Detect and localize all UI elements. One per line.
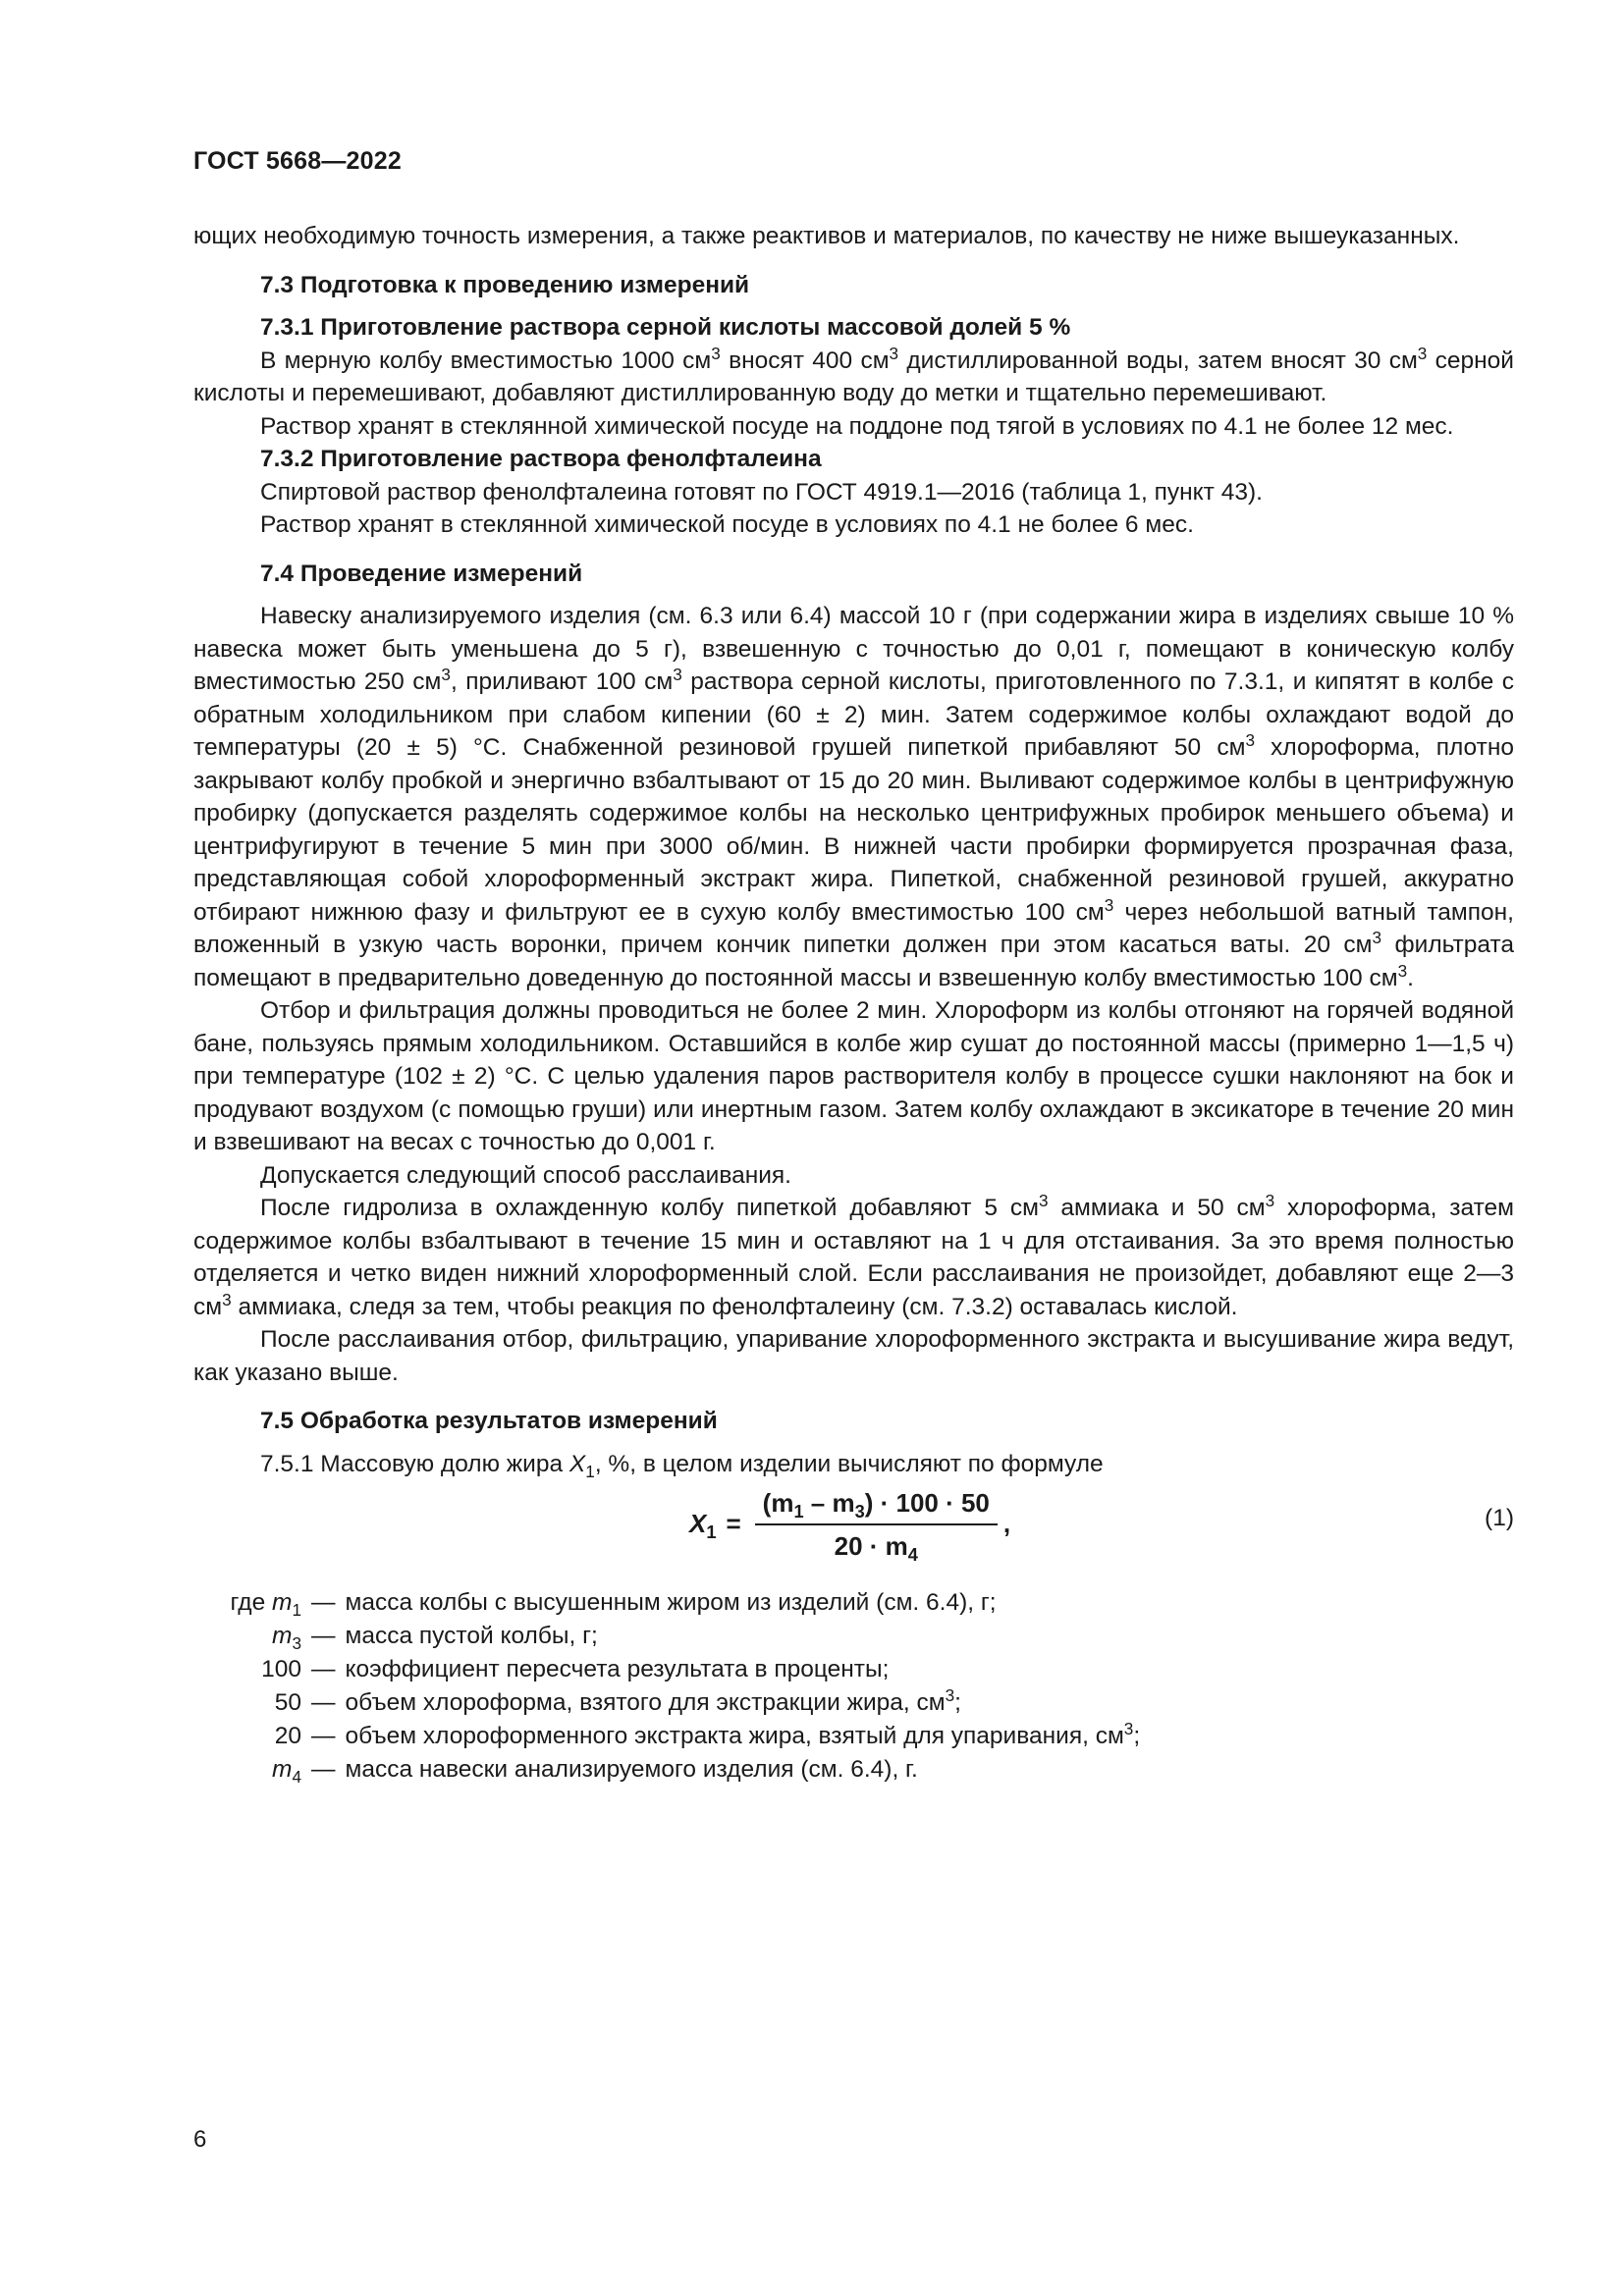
definition-50: 50 — объем хлороформа, взятого для экстракции жира, $см^3$;: [274, 1684, 961, 1716]
section-7-3-heading: 7.3 Подготовка к проведению измерений: [260, 271, 750, 298]
paragraph-7-4-hydrolysis: После гидролиза в охлажденную колбу пипеткой добавляют 5 $см^3$ аммиака и 50 $см^3$ хлороформа, затем содержимое колбы взбалтывают в течение 15 мин и оставляют на 1 ч для отстаивания. За это время полностью отделяется и четко виден нижний хлороформенный слой. Если расслаивания не произойдет, добавляют еще 2—3 $см^3$ аммиака, следя за тем, чтобы реакция по фенолфталеину (см. 7.3.2) оставалась кислой.: [193, 1190, 1515, 1320]
definition-m1: где $m_1$ — масса колбы с высушенным жиром из изделий (см. 6.4), г;: [230, 1589, 997, 1620]
section-7-5-heading: 7.5 Обработка результатов измерений: [260, 1408, 718, 1434]
formula-fraction: [755, 1486, 998, 1566]
formula-definitions: [193, 1586, 1514, 1787]
section-7-3-1-heading: 7.3.1 Приготовление раствора серной кислоты массовой долей 5 %: [260, 314, 1071, 341]
definition-m4: $m_4$ — масса навески анализируемого изделия (см. 6.4), г.: [272, 1756, 918, 1787]
definition-20: 20 — объем хлороформенного экстракта жира, взятый для упаривания, $см^3$;: [274, 1718, 1141, 1749]
definition-m3: $m_3$ — масса пустой колбы, г;: [272, 1623, 598, 1653]
paragraph-7-5-1: 7.5.1 Массовую долю жира $X_1$, %, в целом изделии вычисляют по формуле: [260, 1450, 1104, 1481]
page-number: 6: [193, 2126, 207, 2153]
paragraph-7-4-allowed-method: Допускается следующий способ расслаивания.: [260, 1161, 791, 1189]
formula-1: [193, 1482, 1514, 1575]
intro-paragraph: ющих необходимую точность измерения, а также реактивов и материалов, по качеству не ниже вышеуказанных.: [193, 223, 1460, 249]
paragraph-7-3-1-storage: Раствор хранят в стеклянной химической посуде на поддоне под тягой в условиях по 4.1 не более 12 мес.: [260, 412, 1454, 440]
document-header: ГОСТ 5668—2022: [193, 147, 402, 175]
paragraph-7-4-procedure: Навеску анализируемого изделия (см. 6.3 или 6.4) массой 10 г (при содержании жира в изделиях свыше 10 % навеска может быть уменьшена до 5 г), взвешенную с точностью до 0,01 г, помещают в коническую колбу вместимостью 250 $см^3$, приливают 100 $см^3$ раствора серной кислоты, приготовленного по 7.3.1, и кипятят в колбе с обратным холодильником при слабом кипении (60 ± 2) мин. Затем содержимое колбы охлаждают водой до температуры (20 ± 5) °С. Снабженной резиновой грушей пипеткой прибавляют 50 $см^3$ хлороформа, плотно закрывают колбу пробкой и энергично взбалтывают от 15 до 20 мин. Выливают содержимое колбы в центрифужную пробирку (допускается разделять содержимое колбы на несколько центрифужных пробирок меньшего объема) и центрифугируют в течение 5 мин при 3000 об/мин. В нижней части пробирки формируется прозрачная фаза, представляющая собой хлороформенный экстракт жира. Пипеткой, снабженной резиновой грушей, аккуратно отбирают нижнюю фазу и фильтруют ее в сухую колбу вместимостью 100 $см^3$ через небольшой ватный тампон, вложенный в узкую часть воронки, причем кончик пипетки должен при этом касаться ваты. 20 $см^3$ фильтрата помещают в предварительно доведенную до постоянной массы и взвешенную колбу вместимостью 100 $см^3$.: [193, 603, 1514, 991]
formula-denominator: $20 \cdot m_4$: [834, 1531, 918, 1566]
page-body: [193, 220, 1514, 1787]
paragraph-7-3-2-storage: Раствор хранят в стеклянной химической посуде в условиях по 4.1 не более 6 мес.: [260, 511, 1194, 538]
paragraph-7-3-2-prep: Спиртовой раствор фенолфталеина готовят по ГОСТ 4919.1—2016 (таблица 1, пункт 43).: [260, 478, 1263, 506]
paragraph-7-4-after-separation: После расслаивания отбор, фильтрацию, упаривание хлороформенного экстракта и высушивание жира ведут, как указано выше.: [193, 1326, 1514, 1386]
definition-100: 100 — коэффициент пересчета результата в проценты;: [261, 1656, 890, 1682]
paragraph-7-4-filtration: Отбор и фильтрация должны проводиться не более 2 мин. Хлороформ из колбы отгоняют на горячей водяной бане, пользуясь прямым холодильником. Оставшийся в колбе жир сушат до постоянной массы (примерно 1—1,5 ч) при температуре (102 ± 2) °С. С целью удаления паров растворителя колбу в процессе сушки наклоняют на бок и продувают воздухом (с помощью груши) или инертным газом. Затем колбу охлаждают в эксикаторе в течение 20 мин и взвешивают на весах с точностью до 0,001 г.: [193, 997, 1514, 1155]
formula-expression: $X_1$ = $\frac{(m_1 - m_3) \cdot 100 \cdot 50}{20 \cdot m_4}$ ,: [689, 1488, 1011, 1566]
section-7-4-heading: 7.4 Проведение измерений: [260, 560, 583, 587]
paragraph-7-3-1: В мерную колбу вместимостью 1000 $см^3$ вносят 400 $см^3$ дистиллированной воды, затем вносят 30 $см^3$ серной кислоты и перемешивают, добавляют дистиллированную воду до метки и тщательно перемешивают.: [193, 343, 1514, 406]
section-7-3-2-heading: 7.3.2 Приготовление раствора фенолфталеина: [260, 446, 822, 472]
formula-number: (1): [1485, 1505, 1514, 1531]
formula-numerator: $(m_1 - m_3) \cdot 100 \cdot 50$: [755, 1486, 998, 1525]
